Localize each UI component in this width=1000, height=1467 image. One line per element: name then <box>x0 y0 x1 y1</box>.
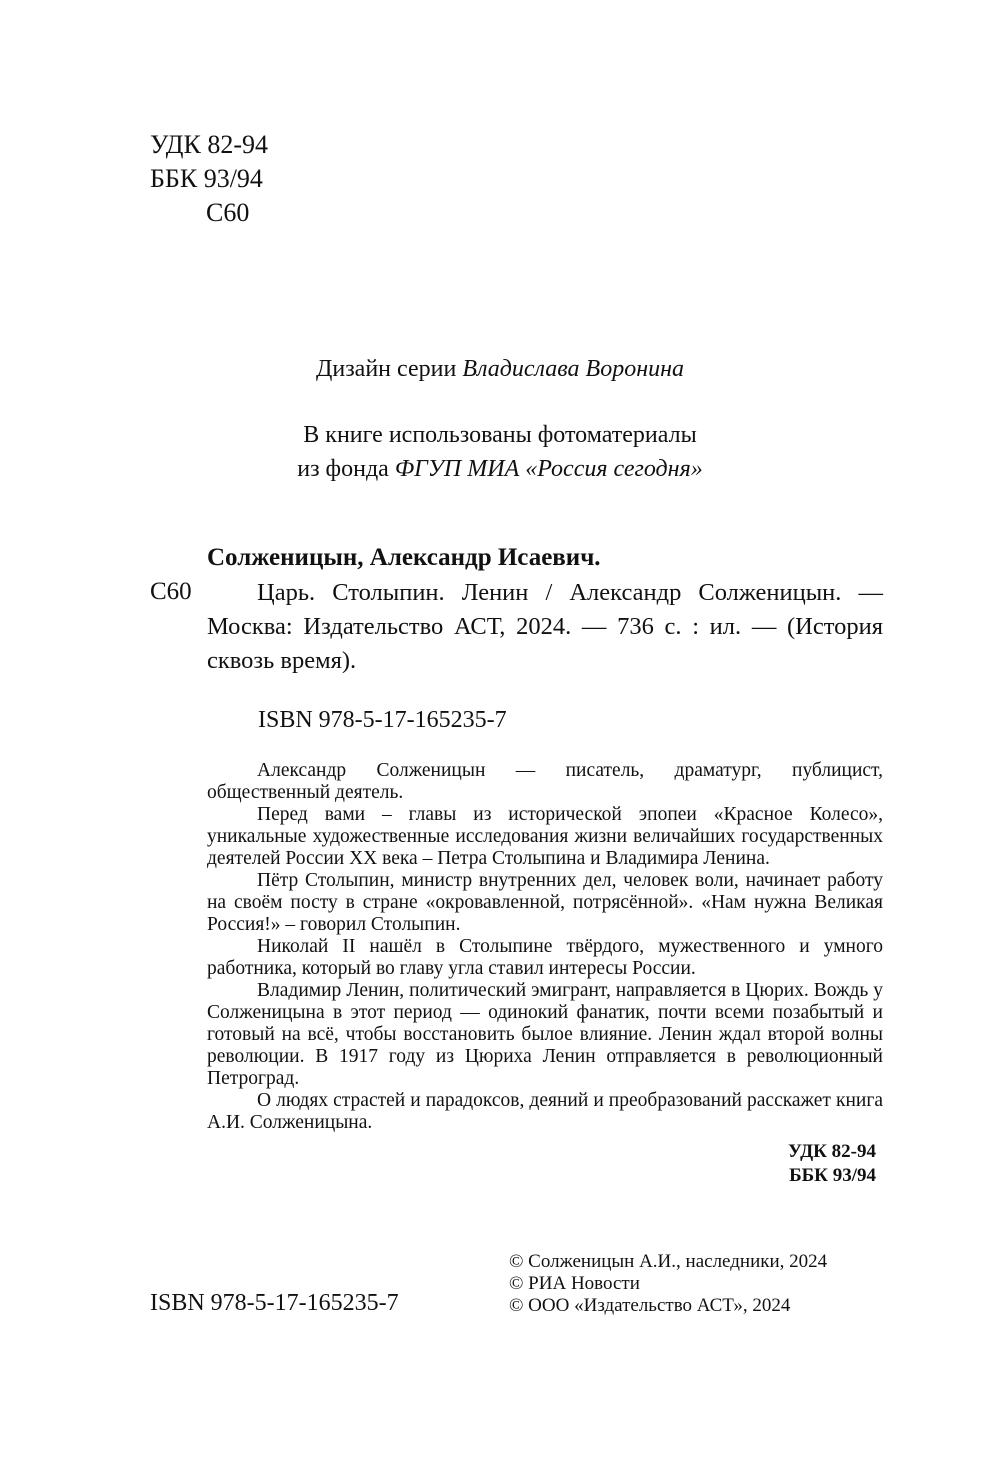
photo-credit <box>0 418 1000 486</box>
annotation-paragraph: Александр Солженицын — писатель, драматург, публицист, общественный деятель. <box>207 760 883 803</box>
designer-name: Владислава Воронина <box>462 356 685 382</box>
series-design-credit <box>0 352 1000 386</box>
bottom-classification-codes <box>700 1140 876 1188</box>
record-cipher: С60 <box>150 578 192 605</box>
copyright-line: © РИА Новости <box>509 1273 640 1294</box>
photo-source: ФГУП МИА «Россия сегодня» <box>394 456 703 482</box>
classification-codes <box>150 128 268 230</box>
bottom-bbk-code: ББК 93/94 <box>789 1165 876 1186</box>
copyright-line: © ООО «Издательство АСТ», 2024 <box>509 1295 791 1316</box>
photo-credit-line2 <box>0 452 1000 486</box>
udk-code: УДК 82-94 <box>150 130 269 159</box>
bottom-udk-code: УДК 82-94 <box>788 1141 876 1162</box>
annotation-paragraph: Перед вами – главы из исторической эпопеи «Красное Колесо», уникальные художественные исследования жизни величайших государственных деятелей России ХХ века – Петра Столыпина и Владимира Ленина. <box>207 804 883 869</box>
photo-prefix: из фонда <box>297 456 395 482</box>
annotation-paragraph: Пётр Столыпин, министр внутренних дел, человек воли, начинает работу на своём посту в стране «окровавленной, потрясённой». «Нам нужна Великая Россия!» – говорил Столыпин. <box>207 870 883 935</box>
annotation-paragraph: О людях страстей и парадоксов, деяний и преобразований расскажет книга А.И. Солженицына. <box>207 1090 883 1133</box>
annotation-paragraph: Николай II нашёл в Столыпине твёрдого, мужественного и умного работника, который во главу угла ставил интересы России. <box>207 936 883 979</box>
record-author: Солженицын, Александр Исаевич. <box>207 544 601 571</box>
copyright-block <box>509 1251 827 1317</box>
record-isbn: ISBN 978-5-17-165235-7 <box>258 707 507 733</box>
annotation-paragraph: Владимир Ленин, политический эмигрант, направляется в Цюрих. Вождь у Солженицына в этот период — одинокий фанатик, почти всеми позабытый и готовый на всё, чтобы восстановить былое влияние. Ленин ждал второй волны революции. В 1917 году из Цюриха Ленин отправляется в революционный Петроград. <box>207 980 883 1089</box>
author-cipher: С60 <box>206 198 250 227</box>
bbk-code: ББК 93/94 <box>150 164 263 193</box>
design-prefix: Дизайн серии <box>315 356 463 382</box>
annotation <box>207 760 883 1134</box>
record-entry: Царь. Столыпин. Ленин / Александр Солженицын. — Москва: Издательство АСТ, 2024. — 736 с. : ил. — (История сквозь время). <box>207 579 883 674</box>
photo-credit-line1: В книге использованы фотоматериалы <box>303 422 697 448</box>
copyright-line: © Солженицын А.И., наследники, 2024 <box>509 1251 828 1272</box>
bottom-isbn: ISBN 978-5-17-165235-7 <box>150 1290 399 1316</box>
